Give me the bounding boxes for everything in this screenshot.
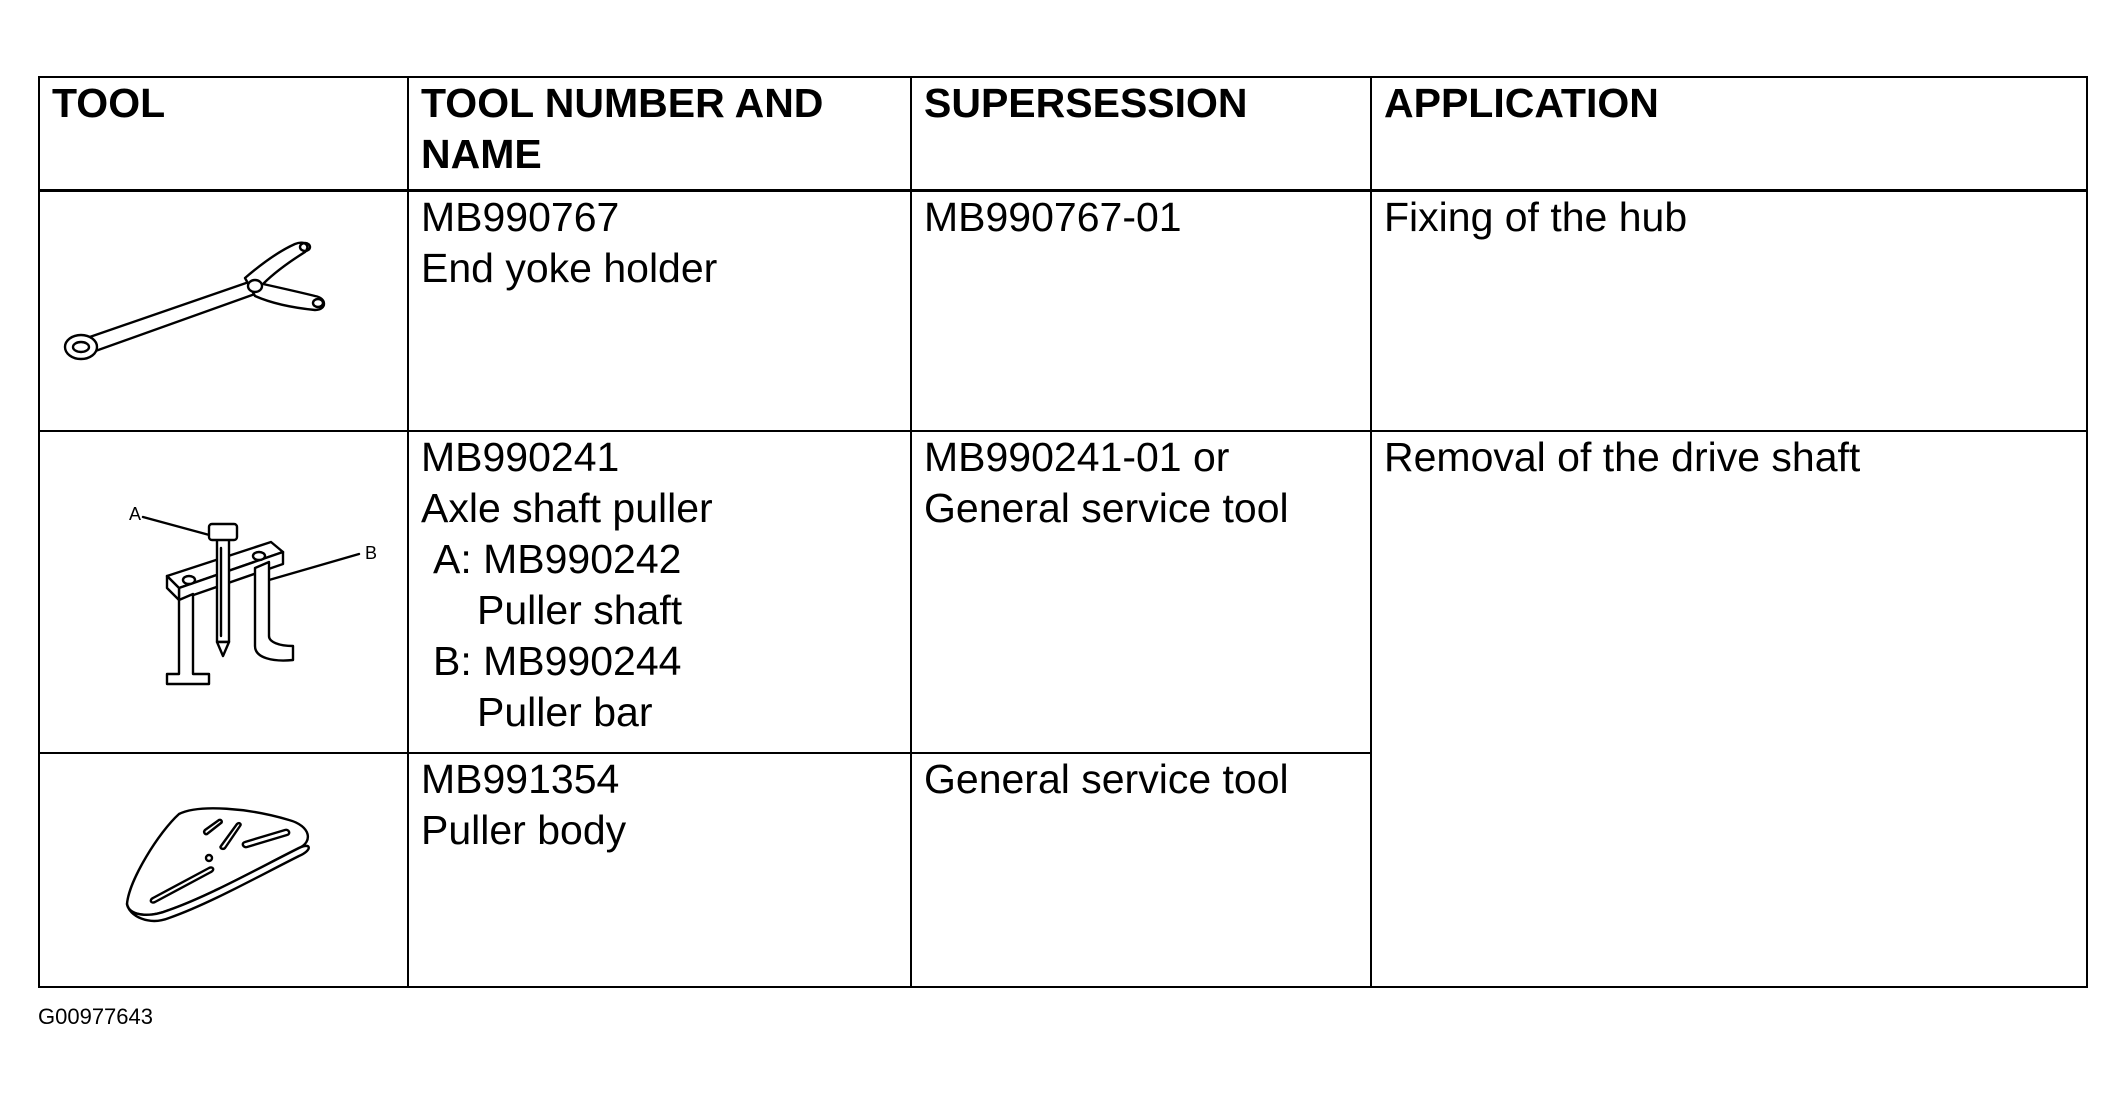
table-row: [39, 190, 2087, 431]
tool-image-cell: [39, 190, 408, 431]
figure-id: G00977643: [38, 1004, 153, 1029]
tool-number-name-cell: MB990767 End yoke holder: [408, 190, 911, 431]
label-a: A: [128, 503, 141, 524]
supersession-cell: MB990767-01: [911, 190, 1371, 431]
axle-shaft-puller-icon: [59, 476, 389, 696]
table-header-row: [39, 77, 2087, 190]
special-tools-table: [38, 76, 2088, 988]
tool-image-cell: [39, 753, 408, 987]
table-row: [39, 431, 2087, 753]
end-yoke-holder-icon: [59, 230, 389, 380]
header-supersession: SUPERSESSION: [911, 77, 1371, 190]
application-cell: Removal of the drive shaft: [1371, 431, 2087, 987]
label-b: B: [364, 542, 377, 563]
supersession-cell: General service tool: [911, 753, 1371, 987]
supersession-cell: MB990241-01 or General service tool: [911, 431, 1371, 753]
tool-number-name-cell: MB990241 Axle shaft puller A: MB990242 Puller shaft B: MB990244 Puller bar: [408, 431, 911, 753]
header-application: APPLICATION: [1371, 77, 2087, 190]
tool-image-cell: [39, 431, 408, 753]
header-tool-number-and-name: TOOL NUMBER AND NAME: [408, 77, 911, 190]
puller-body-icon: [59, 784, 389, 944]
tool-number-name-cell: MB991354 Puller body: [408, 753, 911, 987]
application-cell: Fixing of the hub: [1371, 190, 2087, 431]
header-tool: TOOL: [39, 77, 408, 190]
